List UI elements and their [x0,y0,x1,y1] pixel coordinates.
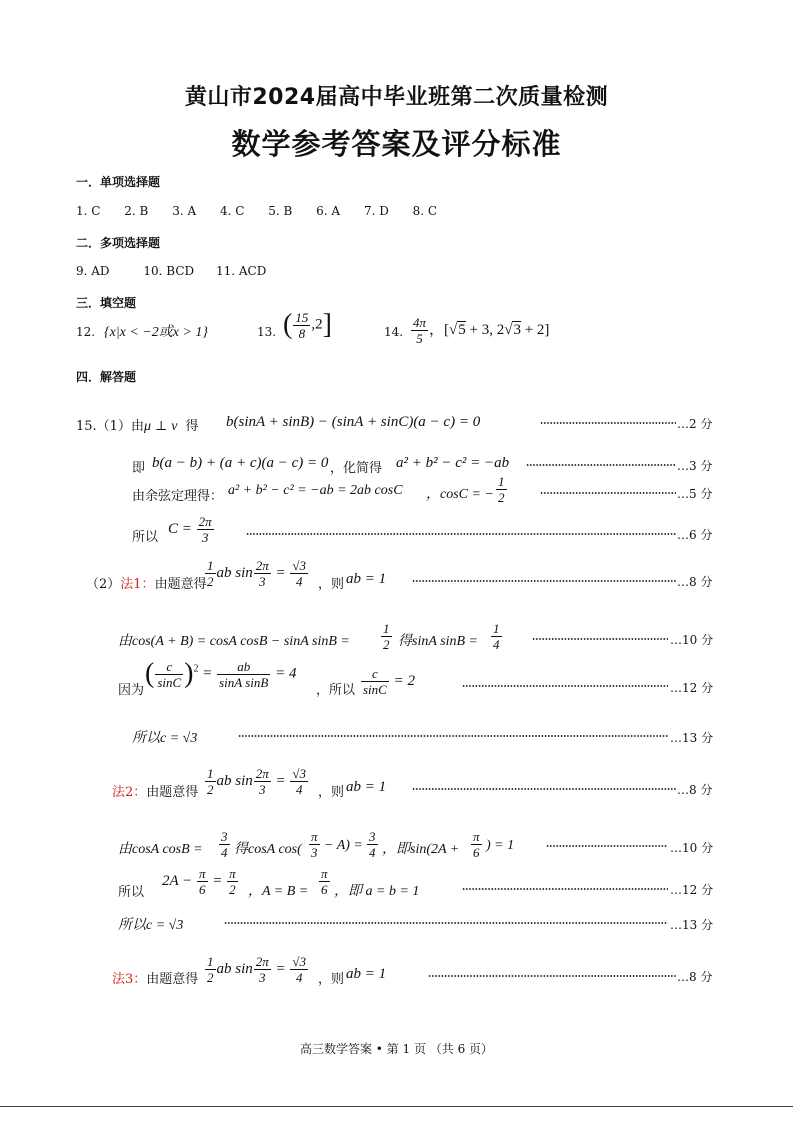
q15-ab1-3: ab = 1 [346,966,387,982]
method2-label: 法2： [112,785,147,800]
q15-l3-pre: 由余弦定理得： [132,489,224,504]
q15-c-result-2: 所以c = √3 [118,918,184,933]
score-12b: …12 分 [670,883,714,897]
score-8b: …8 分 [677,783,713,797]
q15-sin-prod: 得sinA sinB = [398,634,478,649]
q15-cos-shift2: − A) = [324,838,363,853]
q15-cos-shift: 得cosA cos( [234,842,302,857]
score-10b: …10 分 [670,841,714,855]
q15-ab1-2: ab = 1 [346,779,387,795]
vector-nu: ν [171,419,178,434]
q15-part1-lead [76,415,198,435]
score-2: …2 分 [677,417,713,431]
page-footer: 高三数学答案 • 第 1 页 （共 6 页） [299,1042,494,1056]
q15-c-result-1: 所以c = √3 [132,731,198,746]
q15-half: $\frac{1}{2}$ [383,621,390,652]
frac-pi-6b: $\frac{\pi}{6}$ [321,866,328,897]
section-single-choice: 一．单项选择题 [76,175,161,189]
section-fill-blank: 三．填空题 [76,296,137,310]
q15-eq3: a² + b² − c² = −ab [396,455,510,471]
q15-sin-2a-end: ) = 1 [486,838,515,853]
frac-3-4a: $\frac{3}{4}$ [221,829,228,860]
score-8: …8 分 [677,575,713,589]
page-subtitle: 数学参考答案及评分标准 [231,127,562,161]
q15-sin-2a: ，即sin(2A + [382,842,460,857]
q15-m2-lead [112,781,198,800]
q15-area-eq3: $\frac{1}{2}$ ab sin $\frac{2\pi}{3}$ = $\frac{√3}{4}$ [207,954,307,985]
answer-row-single [76,204,437,218]
score-12: …12 分 [670,681,714,695]
answer-item: 2. B [124,204,149,218]
q15-l7-mid: ，所以 [316,683,356,698]
ab-sin: ab sin [216,960,253,977]
ab-sin: ab sin [216,772,253,789]
answer-item: 10. BCD [143,264,195,278]
score-6: …6 分 [677,528,713,542]
q15-eq2: b(a − b) + (a + c)(a − c) = 0 [152,455,329,471]
q15-area-eq2: $\frac{1}{2}$ ab sin $\frac{2\pi}{3}$ = $\frac{√3}{4}$ [207,766,307,797]
fill-q13-answer: ( $\frac{15}{8}$ ,2] [283,309,332,341]
yq-text: 由题意得 [154,577,207,592]
q15-ab1: ab = 1 [346,571,387,587]
method3-label: 法3： [112,972,147,987]
q15-ze: ，则 [318,577,345,592]
part2-label: （2） [86,577,121,592]
q15-cos-sum: 由cos(A + B) = cosA cosB − sinA sinB = [118,634,350,649]
vector-mu: μ [143,419,151,434]
q15-cosC-frac: $\frac{1}{2}$ [498,474,505,505]
score-10: …10 分 [670,633,714,647]
fill-q14-sep: ， [429,321,445,338]
q15-part2-lead [86,573,207,592]
q15-l11-pre: 所以 [118,885,145,900]
q15-cos-prod: 由cosA cosB = [118,842,203,857]
frac-3-4b: $\frac{3}{4}$ [369,829,376,860]
answer-item: 1. C [76,204,101,218]
answer-item: 7. D [363,204,389,218]
yq-text: 由题意得 [146,785,199,800]
q15-2a-eq: 2A − $\frac{\pi}{6}$ = $\frac{\pi}{2}$ [162,866,236,897]
answer-row-multi [76,264,266,278]
answer-item: 5. B [268,204,293,218]
q15-eq4: a² + b² − c² = −ab = 2ab cosC [228,483,403,498]
score-13b: …13 分 [670,918,714,932]
answer-item: 8. C [412,204,438,218]
answer-item: 3. A [172,204,197,218]
q15-m3-lead [112,968,198,987]
q15-ab-result: ，即 a = b = 1 [334,884,420,899]
yq-text: 由题意得 [146,972,199,987]
q15-l2-pre: 即 [132,461,146,476]
score-5: …5 分 [677,487,713,501]
q15-ratio: $\frac{c}{\sin C}$ = 2 [363,666,415,697]
answer-item: 4. C [219,204,245,218]
frac-pi-3: $\frac{\pi}{3}$ [311,829,318,860]
section-solutions: 四．解答题 [76,370,137,384]
page-bottom-line [0,1106,793,1107]
q15-l4-pre: 所以 [132,530,159,545]
answer-item: 9. AD [76,264,110,278]
perp-symbol: ⊥ [154,419,168,434]
q15-ze-3: ，则 [318,972,345,987]
fill-q13-num: 13. [257,325,277,339]
fill-q14-answer: $\frac{4\pi}{5}$ ，[√5 + 3, 2√3 + 2] [413,315,550,346]
q15-cosC: ，cosC = − [426,487,494,502]
q15-C-value: C = $\frac{2\pi}{3}$ [168,514,212,545]
de-text: 得 [185,419,199,434]
fill-q14-num: 14. [384,325,404,339]
answer-item: 11. ACD [215,264,267,278]
score-8c: …8 分 [677,970,713,984]
section-multi-choice: 二．多项选择题 [76,236,161,250]
answer-item: 6. A [316,204,341,218]
q15-quarter: $\frac{1}{4}$ [493,621,500,652]
q15-area-eq1: $\frac{1}{2}$ ab sin $\frac{2\pi}{3}$ = $\frac{√3}{4}$ [207,558,307,589]
ab-sin: ab sin [216,564,253,581]
q15-ab-eq: ，A = B = [248,884,309,899]
q15-l7-pre: 因为 [118,683,145,698]
score-13: …13 分 [670,731,714,745]
q15-l2-mid: ，化简得 [330,461,383,476]
method1-label: 法1： [120,577,155,592]
q15-ze-2: ，则 [318,785,345,800]
fill-q12-answer: {x|x < −2或x > 1} [104,325,209,340]
q15-ratio-sq: ( $\frac{c}{\sin C}$ )$^2$ = $\frac{ab}{\text{sinA sinB}}$ = 4 [145,658,297,690]
frac-pi-6: $\frac{\pi}{6}$ [473,829,480,860]
page-title: 黄山市2024届高中毕业班第二次质量检测 [184,85,609,110]
q15-eq1: b(sinA + sinB) − (sinA + sinC)(a − c) = 0 [226,414,481,430]
fill-q12-num: 12. [76,325,96,339]
q15-number: 15.（1）由 [76,419,144,434]
score-3: …3 分 [677,459,713,473]
